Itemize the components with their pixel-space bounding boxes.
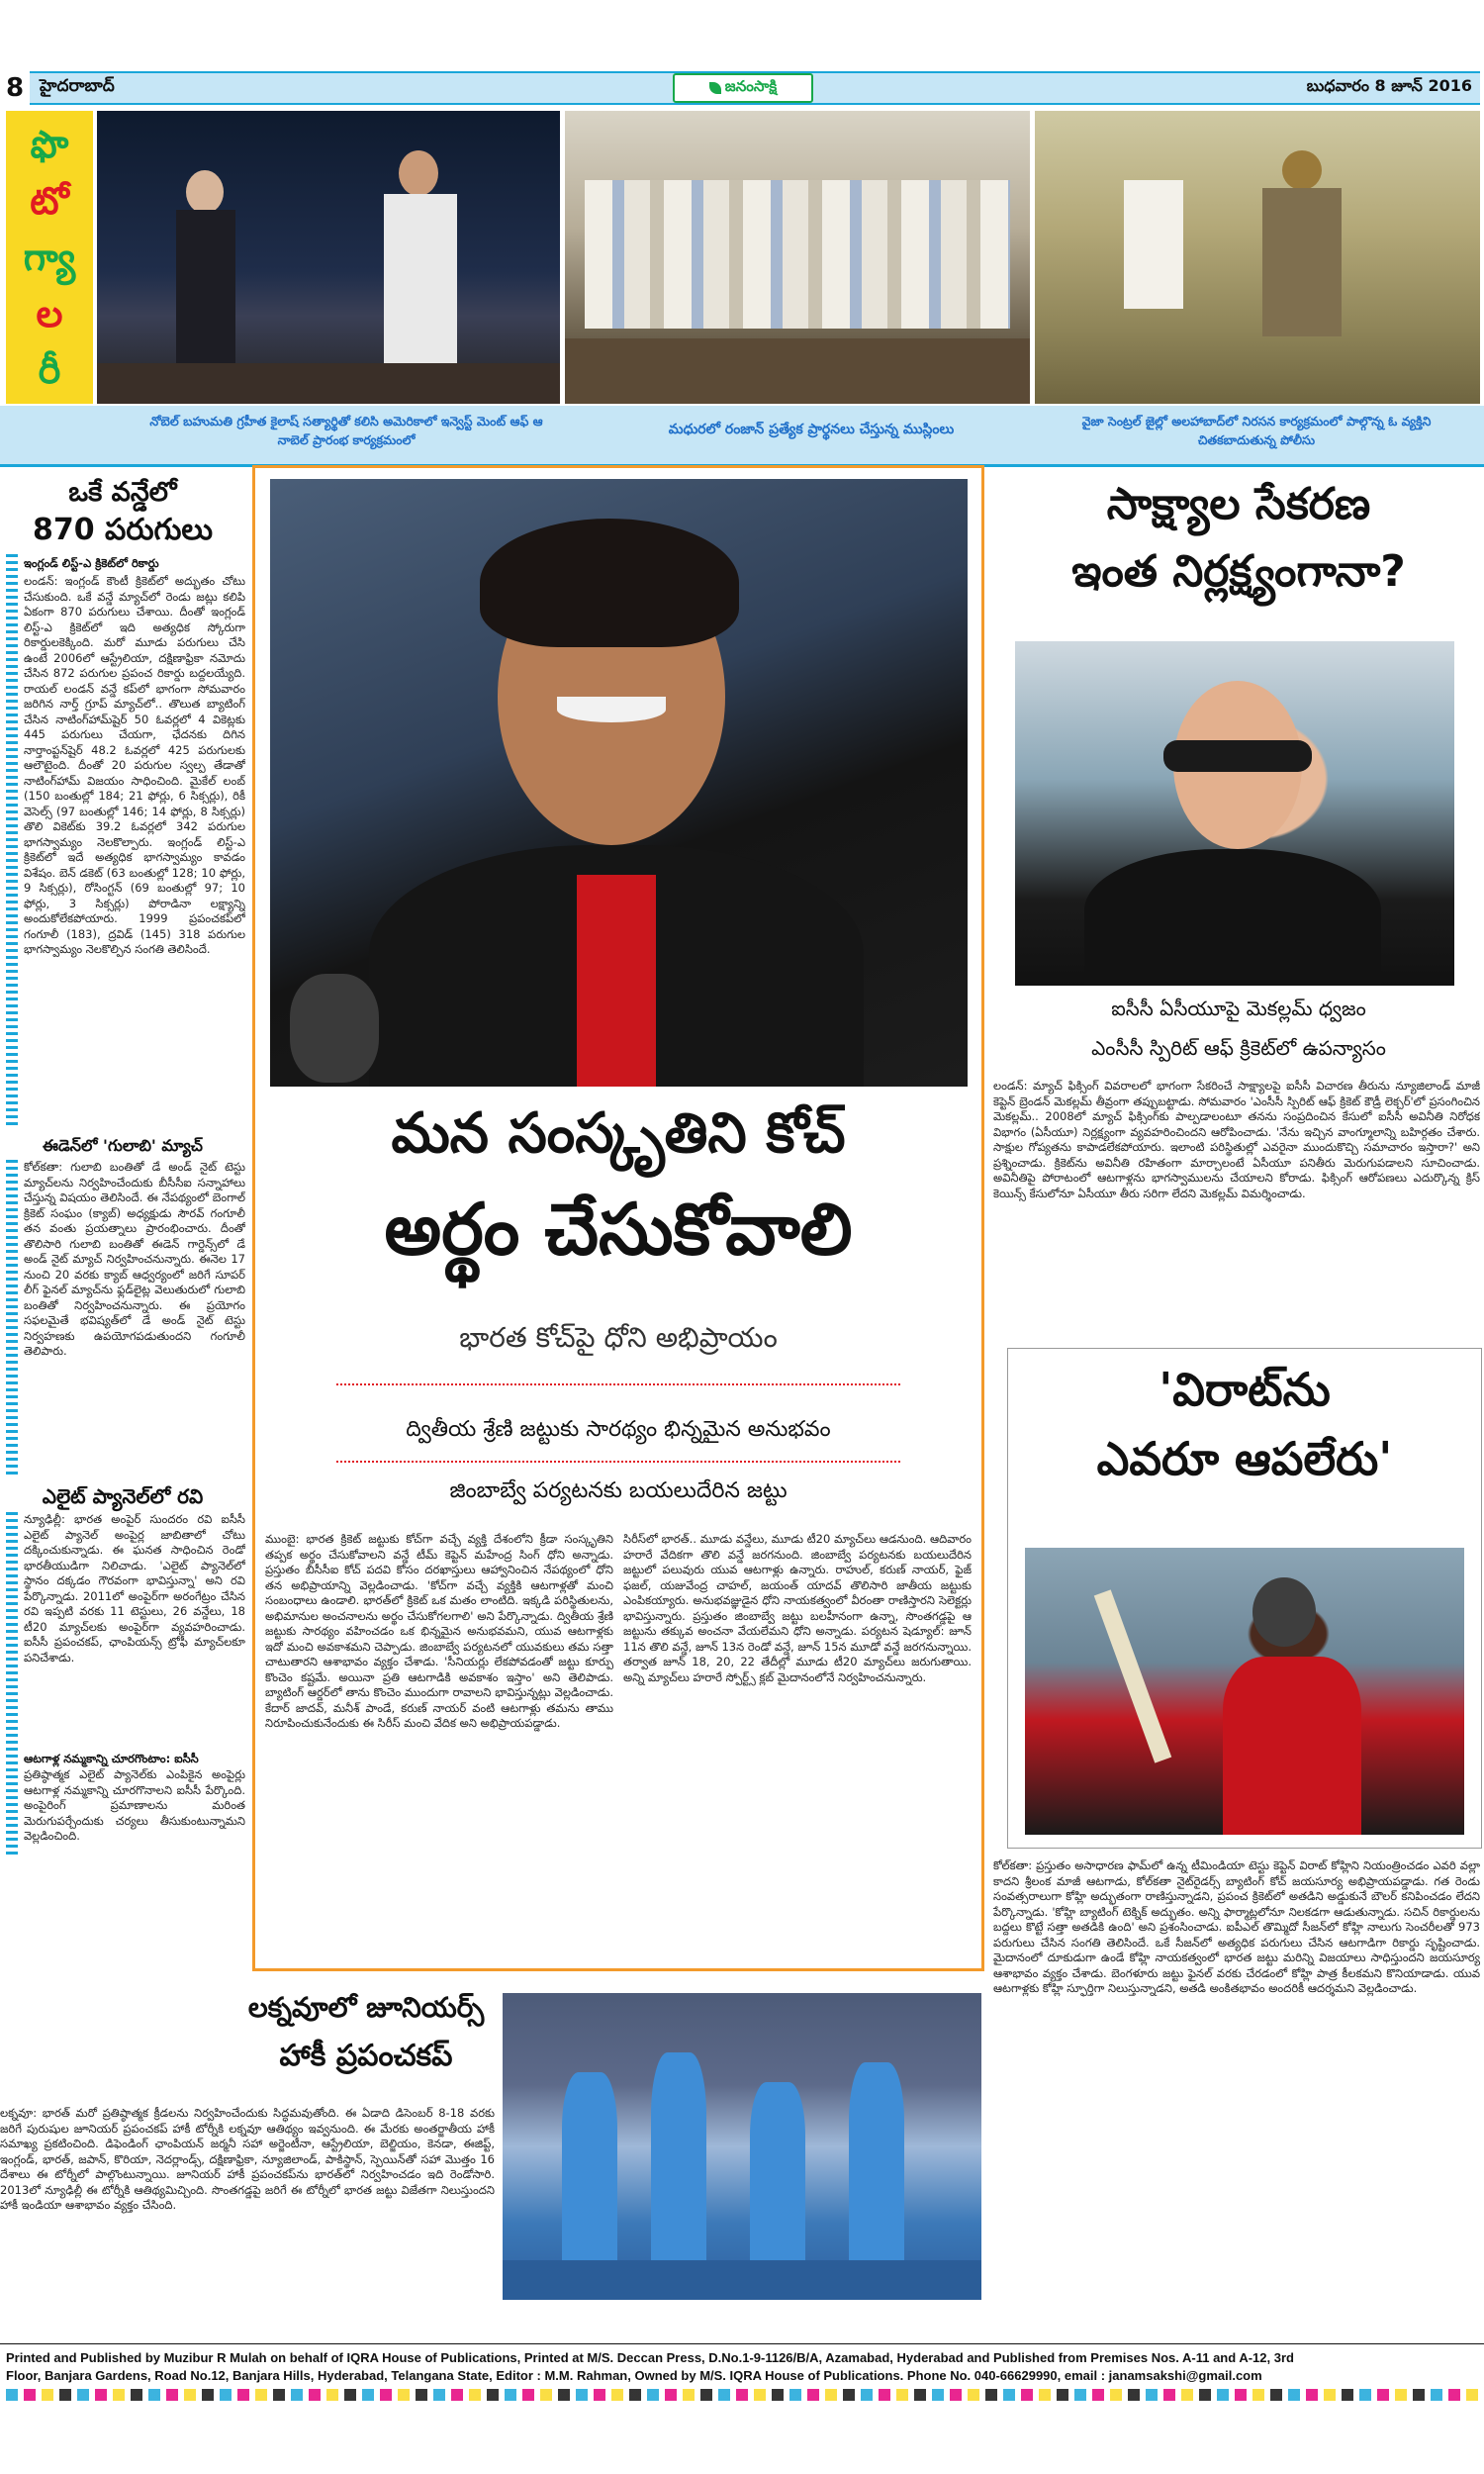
story-headline: సాక్ష్యాల సేకరణ bbox=[1106, 479, 1371, 529]
footer-rule bbox=[0, 2343, 1484, 2344]
left-column bbox=[0, 469, 245, 1978]
story-body: కోల్‌కతా: ప్రస్తుతం అసాధారణ ఫామ్‌లో ఉన్న టీమిండియా టెస్టు కెప్టెన్ విరాట్ కోహ్లిని నియంత్రించడం ఎవరి వల్లా కాదని శ్రీలంక మాజీ ఆటగాడు, కోల్‌కతా నైట్‌రైడర్స్ బ్యాటింగ్ కోచ్ జయసూర్య అభిప్రాయపడ్డాడు. గత రెండు సంవత్సరాలుగా కోహ్లి అద్భుతంగా రాణిస్తున్నాడని, ప్రపంచ క్రికెట్‌లో అతడిని అడ్డుకునే బౌలర్ కనిపించడం లేదని పేర్కొన్నాడు. 'కోహ్లి బ్యాటింగ్ టెక్నిక్ అద్భుతం. అన్ని ఫార్మాట్లలోనూ నిలకడగా ఆడుతున్నాడు. సచిన్ రికార్డులను బద్దలు కొట్టే సత్తా అతడికి ఉంది' అని ప్రశంసించాడు. ఐపీఎల్ తొమ్మిదో సీజన్‌లో కోహ్లి నాలుగు సెంచరీలతో 973 పరుగులు చేసిన సంగతి తెలిసిందే. ఒకే సీజన్‌లో అత్యధిక పరుగులు చేసిన ఆటగాడిగా రికార్డు సృష్టించాడు. మైదానంలో దూకుడుగా ఉండే కోహ్లి నాయకత్వంలో భారత జట్టు మరిన్ని విజయాలు సాధిస్తుందని జయసూర్య ఆశాభావం వ్యక్తం చేశాడు. బెంగళూరు జట్టు ఫైనల్ వరకు చేరడంలో కోహ్లి పాత్ర కీలకమని కొనియాడాడు. యువ ఆటగాళ్లకు కోహ్లి స్ఫూర్తిగా నిలుస్తున్నాడని, అతడి అంకితభావం అందరికీ ఆదర్శమని వెల్లడించాడు. bbox=[993, 1858, 1480, 1995]
imprint-line: Floor, Banjara Gardens, Road No.12, Banjara Hills, Hyderabad, Telangana State, Editor : M.M. Rahman, Owned by M/S. IQRA House of Publications. Phone No. 040-66629990, email : janamsakshi@gmail.com bbox=[6, 2368, 1262, 2383]
story-headline: హాకీ ప్రపంచకప్ bbox=[279, 2039, 453, 2073]
hockey-photo bbox=[503, 1993, 981, 2300]
gallery-label-char: రీ bbox=[38, 347, 61, 392]
gallery-photo-stage bbox=[97, 111, 560, 404]
gallery-label bbox=[6, 111, 93, 404]
story-headline: ఇంత నిర్లక్ష్యంగానా? bbox=[1071, 546, 1406, 597]
story-body: లక్నవూ: భారత్ మరో ప్రతిష్ఠాత్మక క్రీడలను నిర్వహించేందుకు సిద్ధమవుతోంది. ఈ ఏడాది డిసెంబర్ 8-18 వరకు జరిగే పురుషుల జూనియర్ ప్రపంచకప్ హాకీ టోర్నీకి లక్నవూ ఆతిథ్యం ఇవ్వనుంది. ఈ మేరకు అంతర్జాతీయ హాకీ సమాఖ్య ప్రకటించింది. డిఫెండింగ్ ఛాంపియన్ జర్మనీ సహా అర్జెంటీనా, ఆస్ట్రేలియా, బెల్జియం, కెనడా, ఈజిప్ట్, ఇంగ్లండ్, భారత్, జపాన్, కొరియా, నెదర్లాండ్స్, దక్షిణాఫ్రికా, న్యూజిలాండ్, పాకిస్థాన్, స్పెయిన్‌తో సహా మొత్తం 16 దేశాలు ఈ టోర్నీలో పాల్గొంటున్నాయి. జూనియర్ హాకీ ప్రపంచకప్‌ను భారత్‌లో నిర్వహించడం ఇది రెండోసారి. 2013లో న్యూఢిల్లీ ఈ టోర్నీకి ఆతిథ్యమిచ్చింది. సొంతగడ్డపై జరిగే ఈ టోర్నీలో భారత జట్టు విజేతగా నిలుస్తుందని హాకీ ఇండియా ఆశాభావం వ్యక్తం చేసింది. bbox=[0, 2106, 495, 2212]
imprint-line: Printed and Published by Muzibur R Mulah on behalf of IQRA House of Publications, Printed at M/S. Deccan Press, D.No.1-9-1126/B/A, Azamabad, Hyderabad and Published from Premises Nos. A-11 and A-12, 3rd bbox=[6, 2350, 1294, 2365]
story-deck: ఎంసీసీ స్పిరిట్ ఆఫ్ క్రికెట్‌లో ఉపన్యాసం bbox=[1091, 1036, 1386, 1060]
color-registration-bar bbox=[6, 2389, 1478, 2401]
deck-underline bbox=[336, 1461, 900, 1463]
story-body: లండన్: ఇంగ్లండ్ కౌంటీ క్రికెట్‌లో అద్భుతం చోటు చేసుకుంది. ఒకే వన్డే మ్యాచ్‌లో రెండు జట్లు కలిపి ఏకంగా 870 పరుగులు చేశాయి. దీంతో ఇంగ్లండ్ లిస్ట్-ఎ క్రికెట్‌లో ఇది అత్యధిక స్కోరుగా రికార్డులకెక్కింది. మరో మూడు పరుగులు చేసి ఉంటే 2006లో ఆస్ట్రేలియా, దక్షిణాఫ్రికా నమోదు చేసిన 872 పరుగుల ప్రపంచ రికార్డు బద్దలయ్యేది. రాయల్ లండన్ వన్డే కప్‌లో భాగంగా సోమవారం జరిగిన నార్త్ గ్రూప్ మ్యాచ్‌లో.. తొలుత బ్యాటింగ్ చేసిన నాటింగ్‌హామ్‌షైర్ 50 ఓవర్లలో 4 వికెట్లకు 445 పరుగులు చేయగా, ఛేదనకు దిగిన నార్తాంప్టన్‌షైర్ 48.2 ఓవర్లలో 425 పరుగులకు ఆలౌటైంది. దీంతో 20 పరుగుల స్వల్ప తేడాతో నాటింగ్‌హామ్ విజయం సాధించింది. మైకేల్ లంబ్ (150 బంతుల్లో 184; 21 ఫోర్లు, 6 సిక్సర్లు), రికీ వెసెల్స్ (97 బంతుల్లో 146; 14 ఫోర్లు, 8 సిక్సర్లు) తొలి వికెట్‌కు 39.2 ఓవర్లలో 342 పరుగుల భాగస్వామ్యం నెలకొల్పారు. ఇంగ్లండ్ లిస్ట్-ఎ క్రికెట్‌లో ఇదే అత్యధిక భాగస్వామ్యం కావడం విశేషం. బెన్ డకెట్ (63 బంతుల్లో 128; 10 ఫోర్లు, 9 సిక్సర్లు), రోసింగ్టన్ (69 బంతుల్లో 97; 10 ఫోర్లు, 3 సిక్సర్లు) పోరాడినా లక్ష్యాన్ని అందుకోలేకపోయారు. 1999 ప్రపంచకప్‌లో గంగూలీ (183), ద్రవిడ్ (145) 318 పరుగుల భాగస్వామ్యం నెలకొల్పిన సంగతి తెలిసిందే. bbox=[24, 574, 245, 956]
gallery-label-char: గ్యా bbox=[23, 235, 76, 279]
header-date: బుధవారం 8 జూన్ 2016 bbox=[1306, 76, 1472, 95]
story-body: లండన్: మ్యాచ్ ఫిక్సింగ్ వివరాలలో భాగంగా సేకరించే సాక్ష్యాలపై ఐసీసీ విచారణ తీరును న్యూజిలాండ్ మాజీ కెప్టెన్ బ్రెండన్ మెకల్లమ్ తీవ్రంగా తప్పుబట్టాడు. సోమవారం 'ఎంసీసీ స్పిరిట్ ఆఫ్ క్రికెట్ కౌడ్రీ లెక్చర్'లో ప్రసంగించిన మెకల్లమ్.. 2008లో మ్యాచ్ ఫిక్సింగ్‌కు పాల్పడాలంటూ తనను సంప్రదించిన కేసులో ఐసీసీ అవినీతి నిరోధక విభాగం (ఏసీయూ) నిర్లక్ష్యంగా వ్యవహరించిందని ఆరోపించాడు. 'నేను ఇచ్చిన వాంగ్మూలాన్ని బహిర్గతం చేశారు. సాక్షుల గోప్యతను కాపాడలేకపోయారు. ఇలాంటి పరిస్థితుల్లో ఎవరైనా ముందుకొచ్చి సమాచారం ఇస్తారా?' అని ప్రశ్నించాడు. క్రికెట్‌ను అవినీతి రహితంగా మార్చాలంటే ఏసీయూ పనితీరు మెరుగుపడాలని సూచించాడు. అవినీతిపై పోరాటంలో ఆటగాళ్లను భాగస్వాములను చేయాలని కోరాడు. ఫిక్సింగ్ ఆరోపణలు ఎదుర్కొన్న క్రిస్ కెయిన్స్ కేసులోనూ ఏసీయూ తీరు సరిగా లేదని మెకల్లమ్ విమర్శించాడు. bbox=[993, 1079, 1480, 1200]
story-headline: ఈడెన్‌లో 'గులాబి' మ్యాచ్ bbox=[43, 1136, 203, 1155]
header-city: హైదరాబాద్ bbox=[40, 76, 115, 96]
virat-photo bbox=[1025, 1548, 1464, 1835]
gallery-caption-bar bbox=[0, 406, 1484, 467]
mccullum-photo bbox=[1015, 641, 1454, 986]
lead-deck: ద్వితీయ శ్రేణి జట్టుకు సారథ్యం భిన్నమైన అనుభవం bbox=[406, 1417, 831, 1442]
masthead-logo bbox=[673, 73, 813, 103]
story-headline: ఒకే వన్డేలో bbox=[68, 477, 177, 508]
masthead-title: జనంసాక్షి bbox=[724, 77, 778, 95]
left-divider bbox=[6, 554, 18, 1128]
page-header bbox=[0, 67, 1484, 111]
gallery-label-char: టో bbox=[30, 179, 69, 224]
left-divider bbox=[6, 1160, 18, 1475]
lead-photo-dhoni bbox=[270, 479, 968, 1087]
masthead-leaf-icon bbox=[709, 82, 721, 94]
story-body: న్యూఢిల్లీ: భారత అంపైర్ సుందరం రవి ఐసీసీ ఎలైట్ ప్యానెల్ అంపైర్ల జాబితాలో చోటు దక్కించుకున్నాడు. ఈ ఘనత సాధించిన రెండో భారతీయుడిగా నిలిచాడు. 'ఎలైట్ ప్యానెల్‌లో స్థానం దక్కడం గౌరవంగా భావిస్తున్నా' అని రవి పేర్కొన్నాడు. 2011లో అంపైర్‌గా అరంగేట్రం చేసిన రవి ఇప్పటి వరకు 11 టెస్టులు, 26 వన్డేలు, 18 టీ20 మ్యాచ్‌లకు అంపైర్‌గా వ్యవహరించాడు. ఐసీసీ ప్రపంచకప్, ఛాంపియన్స్ ట్రోఫీ మ్యాచ్‌లకూ పనిచేశాడు. bbox=[24, 1512, 245, 1665]
gallery-photo-field bbox=[1035, 111, 1480, 404]
lead-deck: జింబాబ్వే పర్యటనకు బయలుదేరిన జట్టు bbox=[449, 1478, 788, 1503]
story-headline: ఎవరూ ఆపలేరు' bbox=[1096, 1432, 1393, 1485]
story-body: కోల్‌కతా: గులాబి బంతితో డే అండ్ నైట్ టెస్టు మ్యాచ్‌లను నిర్వహించేందుకు బీసీసీఐ సన్నాహాలు చేస్తున్న విషయం తెలిసిందే. ఈ నేపథ్యంలో బెంగాల్ క్రికెట్ సంఘం (క్యాబ్) అధ్యక్షుడు సౌరవ్ గంగూలీ తన వంతు ప్రయత్నాలు ప్రారంభించారు. దీంతో తొలిసారి గులాబి బంతితో ఈడెన్ గార్డెన్స్‌లో డే అండ్ నైట్ మ్యాచ్ నిర్వహించనున్నారు. ఈనెల 17 నుంచి 20 వరకు క్యాబ్ ఆధ్వర్యంలో జరిగే సూపర్ లీగ్ ఫైనల్ మ్యాచ్‌ను ఫ్లడ్‌లైట్ల వెలుతురులో గులాబి బంతితో నిర్వహించనున్నారు. ఈ ప్రయోగం సఫలమైతే భవిష్యత్‌లో డే అండ్ నైట్ టెస్టు నిర్వహణకు ఉపయోగపడుతుందని గంగూలీ తెలిపారు. bbox=[24, 1160, 245, 1358]
gallery-caption: నోబెల్ బహుమతి గ్రహీత కైలాష్ సత్యార్థితో కలిసి అమెరికాలో ఇన్వెస్ట్ మెంట్ ఆఫ్ ఆ నాబెల్ ప్రారంభ కార్యక్రమంలో bbox=[149, 414, 543, 447]
story-headline: లక్నవూలో జూనియర్స్ bbox=[247, 1991, 485, 2024]
gallery-photo-prayer bbox=[565, 111, 1030, 404]
lead-body: సిరీస్‌లో భారత్.. మూడు వన్డేలు, మూడు టీ20 మ్యాచ్‌లు ఆడనుంది. ఆదివారం హరారే వేదికగా తొలి వన్డే జరగనుంది. జింబాబ్వే పర్యటనకు బయలుదేరిన జట్టులో పలువురు యువ ఆటగాళ్లు ఉన్నారు. రాహుల్, కరుణ్ నాయర్, ఫైజ్ ఫజల్, యజువేంద్ర చాహల్, జయంత్ యాదవ్ తొలిసారి జాతీయ జట్టుకు ఎంపికయ్యారు. అనుభవజ్ఞుడైన ధోని నాయకత్వంలో వీరంతా రాణిస్తారని సెలెక్టర్లు భావిస్తున్నారు. ప్రస్తుతం జింబాబ్వే జట్టు బలహీనంగా ఉన్నా, సొంతగడ్డపై ఆ జట్టును తక్కువ అంచనా వేయలేమని ధోని అన్నాడు. పర్యటన షెడ్యూల్: జూన్ 11న తొలి వన్డే, జూన్ 13న రెండో వన్డే, జూన్ 15న మూడో వన్డే జరగనున్నాయి. తర్వాత జూన్ 18, 20, 22 తేదీల్లో మూడు టీ20 మ్యాచ్‌లు జరుగుతాయి. అన్ని మ్యాచ్‌లు హరారే స్పోర్ట్స్ క్లబ్ మైదానంలోనే నిర్వహించనున్నారు. bbox=[623, 1532, 972, 1684]
story-headline: 870 పరుగులు bbox=[32, 513, 214, 547]
lead-body: ముంబై: భారత క్రికెట్ జట్టుకు కోచ్‌గా వచ్చే వ్యక్తి దేశంలోని క్రీడా సంస్కృతిని తప్పక అర్థం చేసుకోవాలని వన్డే టీమ్ కెప్టెన్ మహేంద్ర సింగ్ ధోని అన్నాడు. ప్రస్తుతం బీసీసీఐ కోచ్ పదవి కోసం దరఖాస్తులు ఆహ్వానించిన నేపథ్యంలో ధోని తన అభిప్రాయాన్ని వెల్లడించాడు. 'కోచ్‌గా వచ్చే వ్యక్తికి ఆటగాళ్లతో మంచి సంబంధాలు ఉండాలి. భారత్‌లో క్రికెట్ ఒక మతం లాంటిది. ఇక్కడి పరిస్థితులను, అభిమానుల అంచనాలను అర్థం చేసుకోగలగాలి' అని పేర్కొన్నాడు. ద్వితీయ శ్రేణి జట్టుకు సారథ్యం వహించడం ఒక భిన్నమైన అనుభవమని, యువ ఆటగాళ్లకు ఇదో మంచి అవకాశమని చెప్పాడు. జింబాబ్వే పర్యటనలో యువకులు తమ సత్తా చాటుతారని ఆశాభావం వ్యక్తం చేశాడు. 'సీనియర్లు లేకపోవడంతో జట్టు కూర్పు కొంచెం కష్టమే. అయినా ప్రతి ఆటగాడికి అవకాశం ఇస్తాం' అని తెలిపాడు. బ్యాటింగ్ ఆర్డర్‌లో తాను కొంచెం ముందుగా రావాలని భావిస్తున్నట్లు వెల్లడించాడు. కేదార్ జాదవ్, మనీశ్ పాండే, కరుణ్ నాయర్ వంటి ఆటగాళ్లు తమను తాము నిరూపించుకునేందుకు ఈ సిరీస్ మంచి వేదిక అని అభిప్రాయపడ్డాడు. bbox=[265, 1532, 613, 1730]
lead-deck: భారత కోచ్‌పై ధోని అభిప్రాయం bbox=[459, 1321, 778, 1354]
story-deck: ఐసీసీ ఏసీయూపై మెకల్లమ్ ధ్వజం bbox=[1111, 997, 1366, 1020]
deck-underline bbox=[336, 1383, 900, 1385]
story-kicker: ఇంగ్లండ్ లిస్ట్-ఎ క్రికెట్‌లో రికార్డు bbox=[24, 556, 159, 570]
gallery-label-char: ఫొ bbox=[30, 123, 69, 167]
story-subkicker: ఆటగాళ్ల నమ్మకాన్ని చూరగొంటాం: ఐసీసీ bbox=[24, 1752, 199, 1765]
story-body: ప్రతిష్ఠాత్మక ఎలైట్ ప్యానెల్‌కు ఎంపికైన అంపైర్లు ఆటగాళ్ల నమ్మకాన్ని చూరగొనాలని ఐసీసీ పేర్కొంది. అంపైరింగ్ ప్రమాణాలను మరింత మెరుగుపర్చేందుకు చర్యలు తీసుకుంటున్నామని వెల్లడించింది. bbox=[24, 1767, 245, 1843]
lead-headline: అర్థం చేసుకోవాలి bbox=[384, 1188, 853, 1271]
gallery-label-char: ల bbox=[36, 291, 63, 335]
story-headline: ఎలైట్ ప్యానెల్‌లో రవి bbox=[42, 1484, 204, 1508]
left-divider bbox=[6, 1512, 18, 1858]
story-headline: 'విరాట్‌ను bbox=[1159, 1363, 1331, 1416]
photo-gallery bbox=[0, 111, 1484, 469]
gallery-caption: మధురలో రంజాన్ ప్రత్యేక ప్రార్థనలు చేస్తున్న ముస్లింలు bbox=[668, 422, 955, 437]
lead-headline: మన సంస్కృతిని కోచ్ bbox=[391, 1101, 846, 1166]
page-number: 8 bbox=[6, 73, 25, 103]
gallery-caption: వైజా సెంట్రల్ జైల్లో అలహాబాద్‌లో నిరసన కార్యక్రమంలో పాల్గొన్న ఓ వ్యక్తిని చితకబాదుతున్న పోలీసు bbox=[1081, 414, 1432, 447]
